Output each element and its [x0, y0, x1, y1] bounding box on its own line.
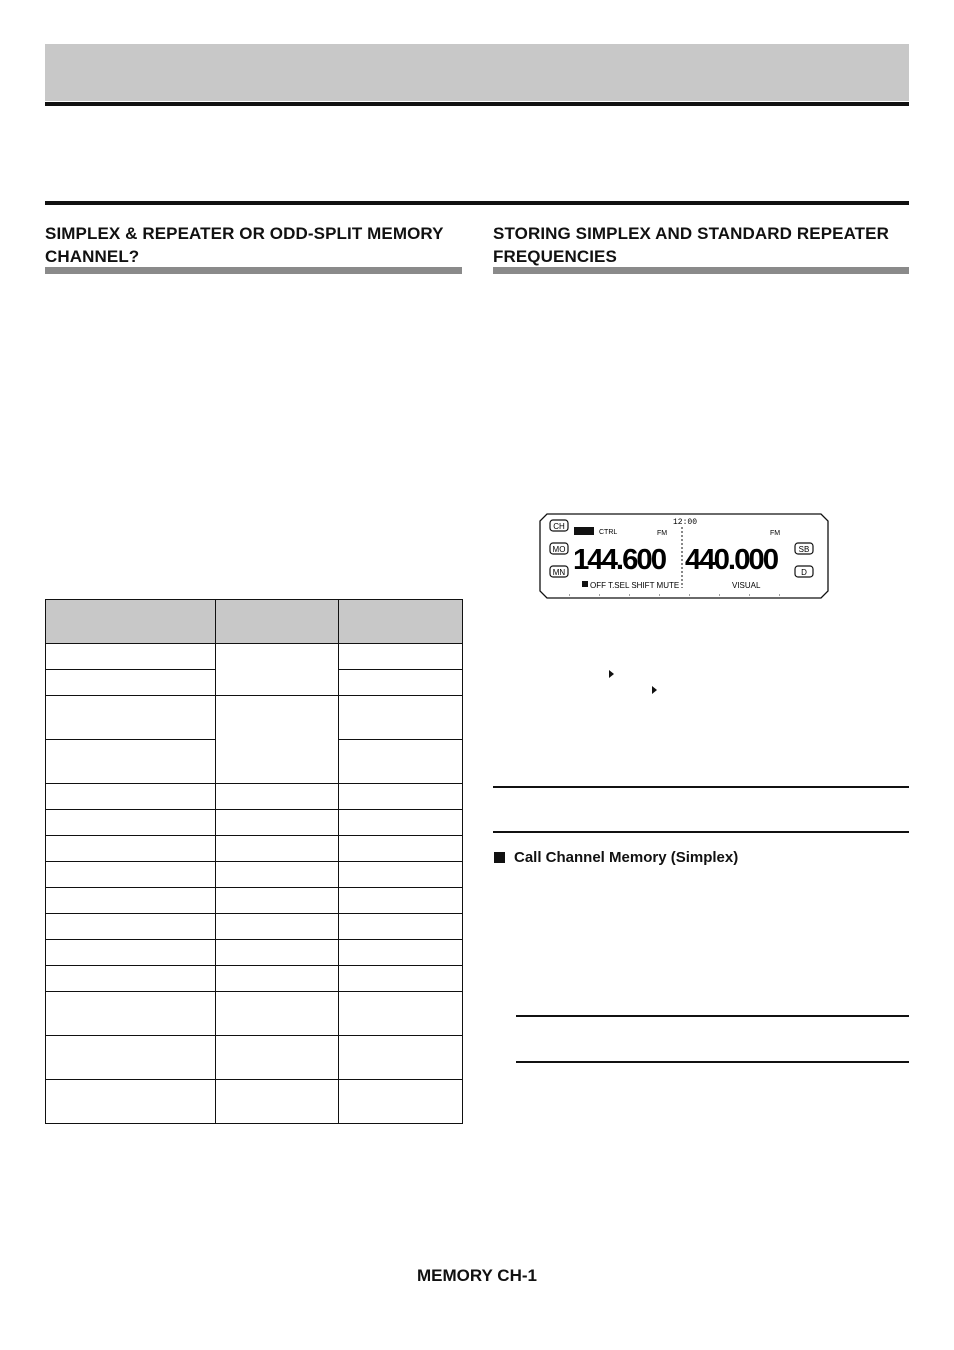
- table-cell: [216, 644, 339, 696]
- left-heading-bar: [45, 267, 462, 274]
- table-cell: [339, 992, 463, 1036]
- section-divider: [45, 201, 909, 205]
- table-header-row: [46, 600, 463, 644]
- table-row: [46, 1036, 463, 1080]
- lcd-clock: 12:00: [672, 518, 698, 527]
- right-heading-line1: STORING SIMPLEX AND STANDARD REPEATER: [493, 224, 889, 243]
- table-cell: [46, 696, 216, 740]
- lcd-frequency-right: 440.000: [685, 544, 778, 576]
- table-row: [46, 966, 463, 992]
- table-cell: [46, 992, 216, 1036]
- table-cell: [216, 1080, 339, 1124]
- table-cell: [46, 1036, 216, 1080]
- table-cell: [216, 992, 339, 1036]
- table-header-cell: [46, 600, 216, 644]
- table-cell: [339, 914, 463, 940]
- table-cell: [216, 1036, 339, 1080]
- table-row: [46, 992, 463, 1036]
- table-row: [46, 836, 463, 862]
- lcd-menu-right: VISUAL: [732, 581, 761, 590]
- table-cell: [46, 940, 216, 966]
- triangle-icon: [609, 670, 614, 678]
- right-section-heading: [493, 222, 889, 268]
- chapter-header-band: [45, 44, 909, 101]
- table-row: [46, 644, 463, 670]
- table-cell: [46, 914, 216, 940]
- right-heading-bar: [493, 267, 909, 274]
- table-cell: [339, 888, 463, 914]
- table-cell: [46, 784, 216, 810]
- table-cell: [46, 810, 216, 836]
- table-cell: [216, 696, 339, 784]
- note2-rule-bottom: [516, 1061, 909, 1063]
- table-cell: [46, 862, 216, 888]
- memory-channel-table: [45, 599, 463, 1124]
- table-row: [46, 810, 463, 836]
- call-channel-subheading: [494, 849, 738, 866]
- table-cell: [216, 810, 339, 836]
- table-cell: [216, 940, 339, 966]
- table-row: [46, 940, 463, 966]
- right-heading-line2: FREQUENCIES: [493, 247, 617, 266]
- lcd-menu-marker: [582, 581, 588, 587]
- note-rule-top: [493, 786, 909, 788]
- call-channel-title: Call Channel Memory (Simplex): [514, 849, 739, 866]
- page-footer: [0, 1266, 954, 1286]
- table-cell: [339, 966, 463, 992]
- table-cell: [46, 644, 216, 670]
- table-row: [46, 914, 463, 940]
- table-cell: [46, 1080, 216, 1124]
- table-cell: [339, 1036, 463, 1080]
- table-cell: [339, 670, 463, 696]
- lcd-mode-left: FM: [657, 530, 668, 537]
- lcd-mode-right: FM: [770, 530, 781, 537]
- page-label: MEMORY CH-1: [417, 1266, 537, 1285]
- table-cell: [216, 836, 339, 862]
- table-cell: [339, 836, 463, 862]
- table-cell: [46, 740, 216, 784]
- lcd-display-illustration: [539, 513, 829, 601]
- square-bullet-icon: [494, 852, 505, 863]
- table-header-cell: [339, 600, 463, 644]
- table-cell: [216, 966, 339, 992]
- lcd-key-mo: MO: [552, 545, 566, 554]
- table-row: [46, 862, 463, 888]
- table-cell: [216, 862, 339, 888]
- lcd-ctrl: CTRL: [599, 529, 618, 536]
- table-cell: [339, 940, 463, 966]
- table-cell: [339, 862, 463, 888]
- left-heading-line1: SIMPLEX & REPEATER OR ODD-SPLIT MEMORY: [45, 224, 444, 243]
- table-row: [46, 696, 463, 740]
- table-cell: [216, 784, 339, 810]
- note2-rule-top: [516, 1015, 909, 1017]
- table-cell: [339, 740, 463, 784]
- table-cell: [46, 966, 216, 992]
- lcd-key-mn: MN: [552, 568, 566, 577]
- table-cell: [339, 810, 463, 836]
- lcd-key-sb: SB: [798, 545, 810, 554]
- table-cell: [46, 670, 216, 696]
- table-cell: [46, 836, 216, 862]
- table-header-cell: [216, 600, 339, 644]
- lcd-key-ch: CH: [553, 522, 565, 531]
- lcd-band-indicator: [574, 527, 594, 535]
- table-cell: [339, 696, 463, 740]
- triangle-icon: [652, 686, 657, 694]
- table-cell: [216, 914, 339, 940]
- table-row: [46, 1080, 463, 1124]
- header-rule: [45, 102, 909, 106]
- lcd-key-d: D: [801, 568, 807, 577]
- table-cell: [46, 888, 216, 914]
- table-cell: [339, 784, 463, 810]
- table-row: [46, 888, 463, 914]
- table-cell: [216, 888, 339, 914]
- left-section-heading: [45, 222, 444, 268]
- lcd-frequency-left: 144.600: [573, 544, 666, 576]
- table-row: [46, 784, 463, 810]
- table-cell: [339, 1080, 463, 1124]
- note-rule-bottom: [493, 831, 909, 833]
- lcd-menu-left: OFF T.SEL SHIFT MUTE: [590, 581, 680, 590]
- table-cell: [339, 644, 463, 670]
- left-heading-line2: CHANNEL?: [45, 247, 140, 266]
